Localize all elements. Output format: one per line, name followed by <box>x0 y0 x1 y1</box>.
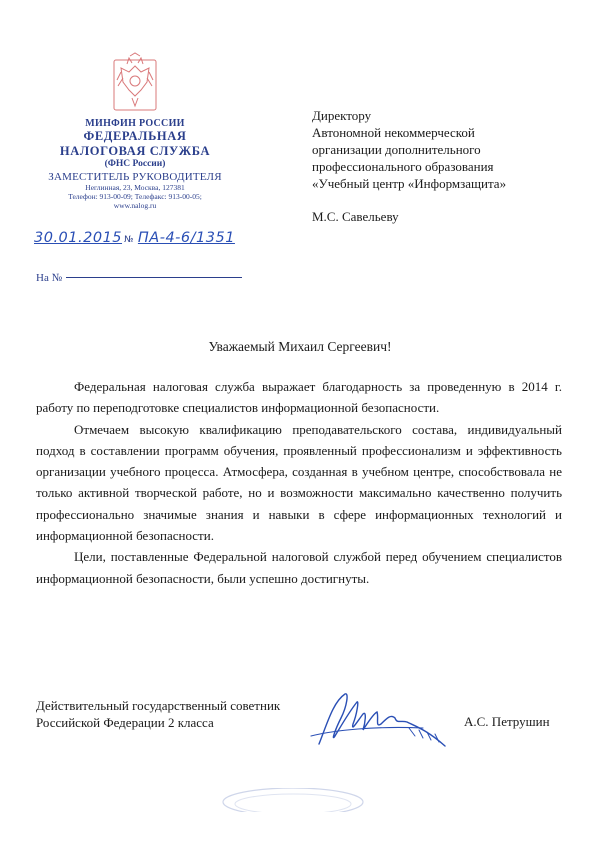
agency-name-line1: ФЕДЕРАЛЬНАЯ <box>83 129 187 143</box>
addressee-line: организации дополнительного <box>312 142 481 157</box>
body-paragraph: Федеральная налоговая служба выражает благодарность за проведенную в 2014 г. работу по переподготовке специалистов информационной безопасности. <box>36 379 562 416</box>
handwritten-signature <box>305 684 455 756</box>
agency-address: Неглинная, 23, Москва, 127381 <box>85 183 185 192</box>
body-paragraph: Отмечаем высокую квалификацию преподавательского состава, индивидуальный подход в составлении программ обучения, проявленный профессионализм и эффективность организации учебного процесса. Атмосфера, созданная в учебном центре, способствовала не только активной творческой работе, но и возможности максимально качественно получить профессионально значимые знания и навыки в сфере информационных технологий и информационной безопасности. <box>36 421 562 544</box>
number-sign: № <box>124 235 134 245</box>
signatory-title <box>36 697 280 731</box>
signatory-name: А.С. Петрушин <box>464 714 550 729</box>
registration-date: 30.01.2015 <box>34 230 123 246</box>
agency-website: www.nalog.ru <box>113 201 157 210</box>
signatory-title-line2: Российской Федерации 2 класса <box>36 715 214 730</box>
addressee-line: профессионального образования <box>312 159 494 174</box>
addressee-line: Автономной некоммерческой <box>312 125 475 140</box>
letter-body <box>36 376 562 589</box>
agency-abbreviation: (ФНС России) <box>104 159 166 169</box>
faint-stamp <box>218 788 368 812</box>
signatory-title-line1: Действительный государственный советник <box>36 698 281 713</box>
position-title: ЗАМЕСТИТЕЛЬ РУКОВОДИТЕЛЯ <box>48 171 222 183</box>
addressee-name: М.С. Савельеву <box>312 209 399 224</box>
addressee-line: Директору <box>312 108 372 123</box>
reference-blank <box>66 277 242 278</box>
registration-code: ПА-4-6/1351 <box>137 230 235 246</box>
addressee-block <box>312 107 572 225</box>
coat-of-arms-icon <box>112 52 158 114</box>
addressee-line: «Учебный центр «Информзащита» <box>312 176 507 191</box>
agency-name-line2: НАЛОГОВАЯ СЛУЖБА <box>59 144 211 158</box>
registration-number <box>34 230 235 246</box>
agency-phones: Телефон: 913-00-09; Телефакс: 913-00-05; <box>68 192 202 201</box>
body-paragraph: Цели, поставленные Федеральной налоговой службой перед обучением специалистов информационной безопасности, были успешно достигнуты. <box>36 549 562 586</box>
agency-header <box>44 118 226 210</box>
salutation: Уважаемый Михаил Сергеевич! <box>208 339 392 354</box>
ministry-name: МИНФИН РОССИИ <box>85 118 185 129</box>
reference-line <box>36 272 242 284</box>
reference-label: На № <box>36 272 63 284</box>
